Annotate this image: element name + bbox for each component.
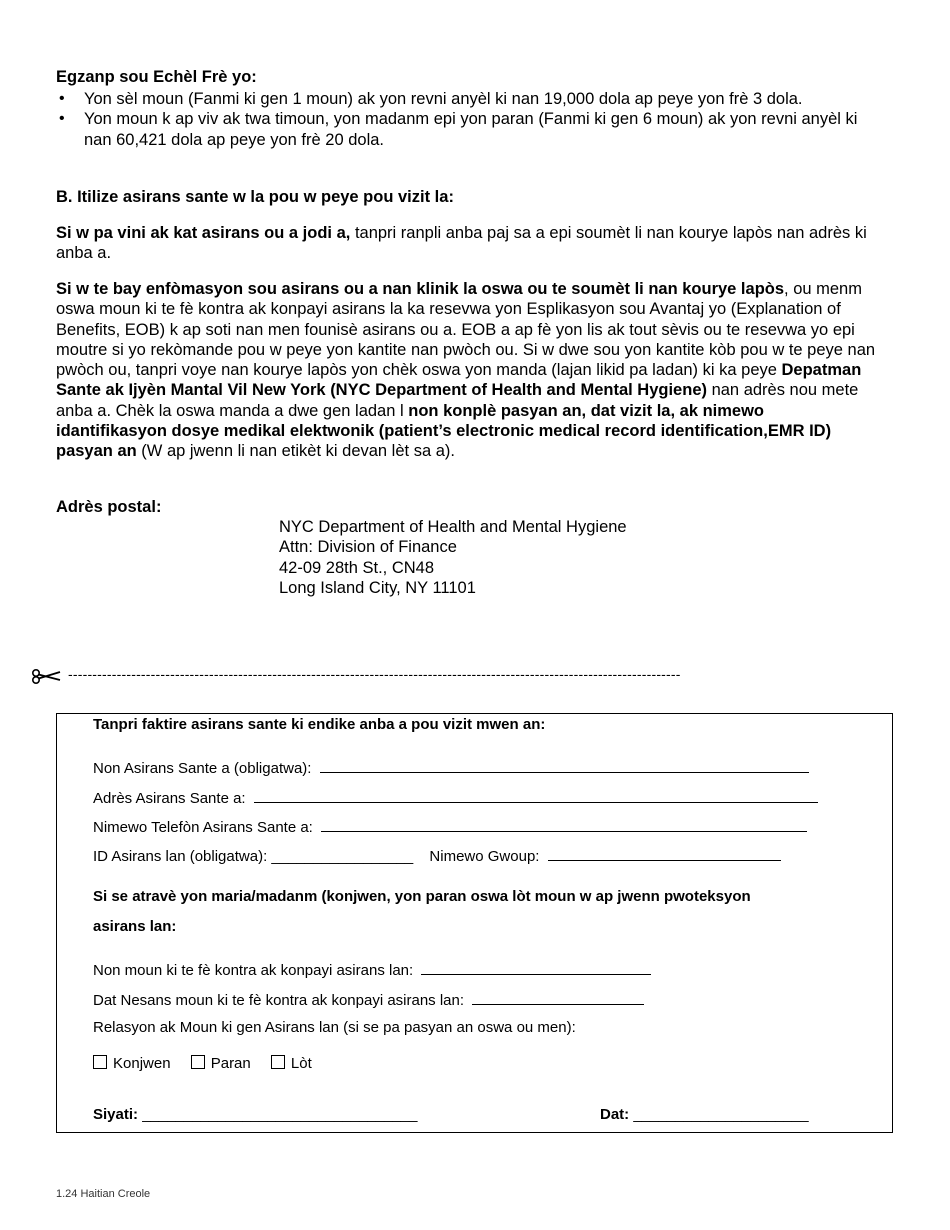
- address-line: Long Island City, NY 11101: [279, 578, 476, 597]
- group-number-field[interactable]: [548, 846, 781, 861]
- insurance-address-row: [93, 788, 818, 807]
- cut-dashes: ------------------------------------------------------------------------------------------------------------------------------: [68, 666, 681, 682]
- page-footer: 1.24 Haitian Creole: [56, 1188, 151, 1200]
- group-number-label: Nimewo Gwoup:: [429, 848, 540, 865]
- scissors-icon: [30, 666, 64, 686]
- date-label: Dat:: [600, 1106, 630, 1123]
- section-b-heading: B. Itilize asirans sante w la pou w peye pou vizit la:: [56, 188, 454, 206]
- checkbox-icon[interactable]: [191, 1055, 205, 1069]
- option-other[interactable]: Lòt: [271, 1055, 312, 1072]
- no-card-paragraph: Si w pa vini ak kat asirans ou a jodi a, tanpri ranpli anba paj sa a epi soumèt li nan kourye lapòs nan adrès ki anba a.: [56, 224, 867, 263]
- date-field[interactable]: _____________________: [633, 1106, 809, 1123]
- eob-paragraph: Si w te bay enfòmasyon sou asirans ou a nan klinik la oswa ou te soumèt li nan kourye lapòs, ou menm oswa moun ki te fè kontra ak konpayi asirans la ka resevwa yon Esplikasyon sou Avantaj yo (Explanation of Benefits, EOB) k ap soti nan men founisè asirans ou a. EOB a ap fè yon lis ak tout sèvis ou te resevwa yo epi moutre si yo rekòmande pou w peye yon kantite nan pwòch ou. Si w dwe sou yon kantite kòb pou w te peye nan pwòch ou, tanpri voye nan kourye lapòs yon chèk oswa yon manda (lajan likid pa ladan) ki ka peye Depatman Sante ak Ijyèn Mantal Vil New York (NYC Department of Health and Mental Hygiene) nan adrès nou mete anba a. Chèk la oswa manda a dwe gen ladan l non konplè pasyan an, dat vizit la, ak nimewo idantifikasyon dosye medikal elektwonik (patient’s electronic medical record identification,EMR ID) pasyan an (W ap jwenn li nan etikèt ki devan lèt sa a).: [56, 280, 876, 461]
- insurance-id-field[interactable]: _________________: [271, 848, 414, 865]
- insurance-id-label: ID Asirans lan (obligatwa):: [93, 848, 268, 865]
- insurance-name-label: Non Asirans Sante a (obligatwa):: [93, 760, 312, 777]
- insurance-address-label: Adrès Asirans Sante a:: [93, 790, 246, 807]
- insurance-name-row: [93, 758, 809, 777]
- contract-holder-name-field[interactable]: [421, 960, 651, 975]
- insurance-form: [56, 713, 893, 1133]
- insurance-phone-field[interactable]: [321, 817, 807, 832]
- through-heading-cont: asirans lan:: [93, 918, 177, 935]
- contract-holder-dob-field[interactable]: [472, 990, 644, 1005]
- option-parent[interactable]: Paran: [191, 1055, 251, 1072]
- through-heading: Si se atravè yon maria/madanm (konjwen, yon paran oswa lòt moun w ap jwenn pwoteksyon: [93, 888, 751, 905]
- checkbox-icon[interactable]: [93, 1055, 107, 1069]
- mailing-address: [279, 517, 627, 598]
- contract-holder-dob-label: Dat Nesans moun ki te fè kontra ak konpayi asirans lan:: [93, 992, 465, 1009]
- insurance-phone-row: [93, 817, 807, 836]
- list-item: • Yon sèl moun (Fanmi ki gen 1 moun) ak yon revni anyèl ki nan 19,000 dola ap peye yon frè 3 dola.: [56, 89, 876, 109]
- checkbox-icon[interactable]: [271, 1055, 285, 1069]
- form-title: Tanpri faktire asirans sante ki endike anba a pou vizit mwen an:: [93, 716, 546, 733]
- mailing-address-label: Adrès postal:: [56, 498, 162, 516]
- insurance-name-field[interactable]: [320, 758, 809, 773]
- example-heading: Egzanp sou Echèl Frè yo:: [56, 68, 257, 86]
- relationship-label: Relasyon ak Moun ki gen Asirans lan (si se pa pasyan an oswa ou men):: [93, 1019, 576, 1036]
- contract-holder-dob-row: [93, 990, 644, 1009]
- contract-holder-name-label: Non moun ki te fè kontra ak konpayi asirans lan:: [93, 962, 414, 979]
- example-list: [56, 89, 876, 150]
- signature-label: Siyati:: [93, 1106, 139, 1123]
- signature-field[interactable]: _________________________________: [142, 1106, 418, 1123]
- cut-line: [30, 666, 870, 688]
- insurance-phone-label: Nimewo Telefòn Asirans Sante a:: [93, 819, 313, 836]
- signature-row: [93, 1106, 417, 1123]
- option-spouse[interactable]: Konjwen: [93, 1055, 171, 1072]
- insurance-address-field[interactable]: [254, 788, 818, 803]
- insurance-id-row: [93, 846, 781, 865]
- address-line: Attn: Division of Finance: [279, 538, 457, 557]
- contract-holder-name-row: [93, 960, 651, 979]
- list-item: • Yon moun k ap viv ak twa timoun, yon madanm epi yon paran (Fanmi ki gen 6 moun) ak yon revni anyèl ki nan 60,421 dola ap peye yon frè 20 dola.: [56, 109, 876, 150]
- date-row: [600, 1106, 809, 1123]
- address-line: NYC Department of Health and Mental Hygiene: [279, 518, 627, 536]
- relationship-options: [93, 1055, 328, 1072]
- address-line: 42-09 28th St., CN48: [279, 558, 435, 577]
